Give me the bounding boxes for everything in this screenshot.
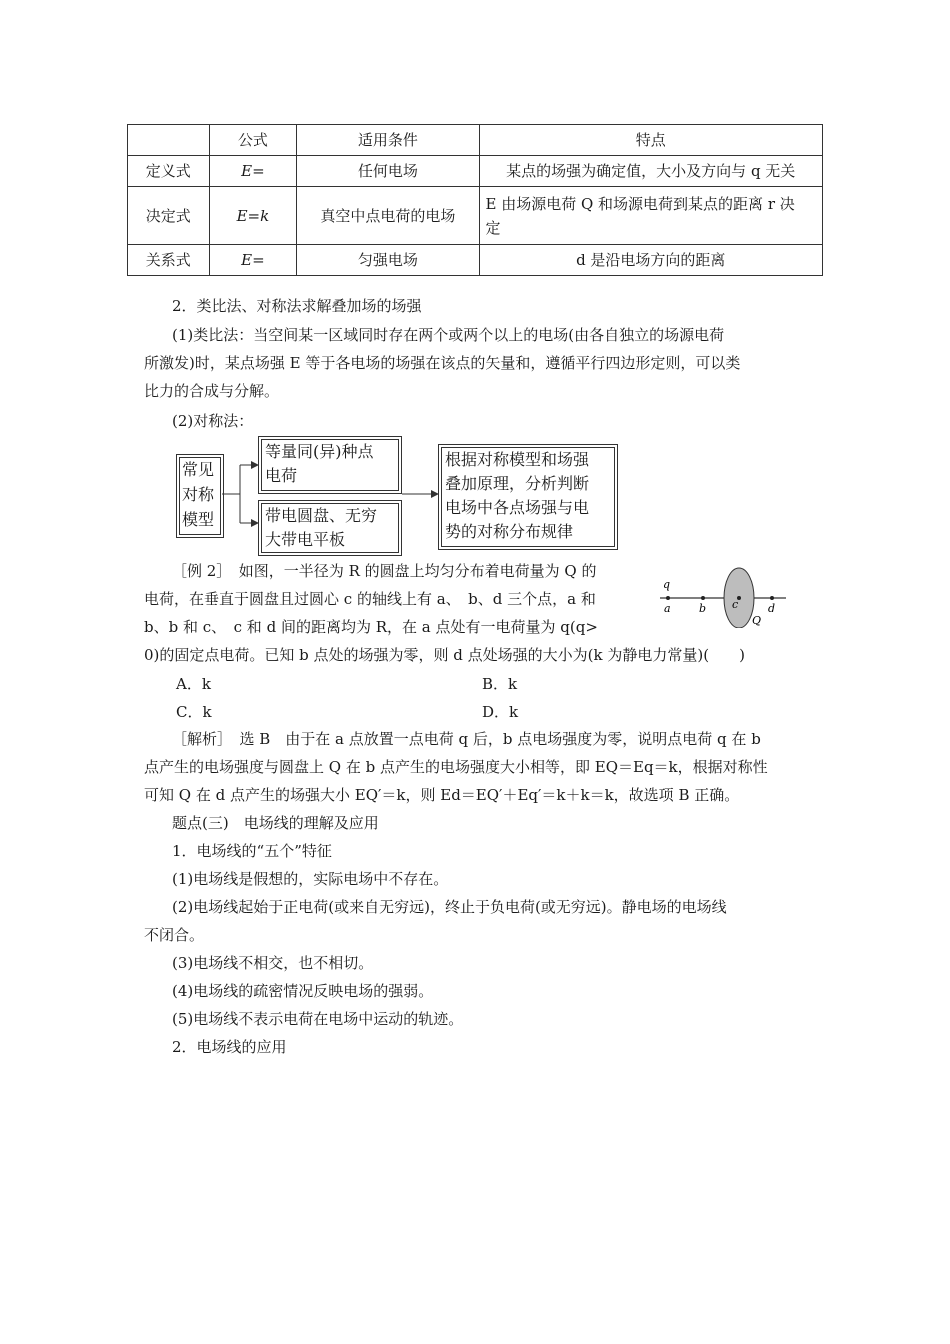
table-header-row	[128, 125, 823, 156]
table-cell: 某点的场强为确定值，大小及方向与 q 无关	[479, 156, 823, 187]
table-cell: 定义式	[128, 156, 210, 187]
table-row	[128, 156, 823, 187]
point-a	[666, 596, 670, 600]
table-header-cell: 适用条件	[297, 125, 479, 156]
option-a: A．k	[176, 675, 211, 693]
label-d: d	[768, 602, 776, 615]
subheading: 1．电场线的“五个”特征	[172, 842, 332, 860]
diagram-right-line: 叠加原理，分析判断	[445, 474, 590, 493]
paragraph-line: (1)类比法：当空间某一区域同时存在两个或两个以上的电场(由各自独立的场源电荷	[172, 326, 725, 344]
label-a: a	[664, 602, 671, 615]
point-d	[770, 596, 774, 600]
formula-text: E=	[241, 162, 265, 180]
analysis-line: 点产生的电场强度与圆盘上 Q 在 b 点产生的电场强度大小相等，即 EQ＝Eq＝k，根据对称性	[144, 758, 768, 776]
diagram-top-box	[258, 436, 402, 494]
option-c: C．k	[176, 703, 212, 721]
list-item: (1)电场线是假想的，实际电场中不存在。	[172, 870, 449, 888]
label-c: c	[732, 598, 739, 611]
diagram-left-line: 常见	[182, 460, 215, 479]
topic-title: 题点(三) 电场线的理解及应用	[172, 814, 379, 832]
table-header-cell	[128, 125, 210, 156]
diagram-right-line: 势的对称分布规律	[445, 522, 574, 541]
paragraph-line: (2)对称法：	[172, 412, 254, 430]
formula-table	[127, 124, 823, 276]
diagram-top-line: 电荷	[265, 466, 298, 485]
list-item: (4)电场线的疏密情况反映电场的强弱。	[172, 982, 434, 1000]
diagram-bottom-box	[258, 500, 402, 556]
table-cell: 匀强电场	[297, 245, 479, 276]
list-item: (5)电场线不表示电荷在电场中运动的轨迹。	[172, 1010, 464, 1028]
table-cell: 任何电场	[297, 156, 479, 187]
label-q: q	[663, 578, 671, 591]
paragraph-line: 所激发)时，某点场强 E 等于各电场的场强在该点的矢量和，遵循平行四边形定则，可以类	[144, 354, 741, 372]
paragraph-line: 比力的合成与分解。	[144, 382, 280, 400]
example-line: 电荷，在垂直于圆盘且过圆心 c 的轴线上有 a、 b、d 三个点，a 和	[144, 590, 596, 608]
table-cell: d 是沿电场方向的距离	[479, 245, 823, 276]
table-cell: 决定式	[128, 187, 210, 245]
diagram-bottom-line: 带电圆盘、无穷	[265, 506, 378, 525]
feature-line: 定	[485, 218, 501, 237]
subheading: 2．电场线的应用	[172, 1038, 287, 1056]
table-cell: 真空中点电荷的电场	[297, 187, 479, 245]
option-b: B．k	[482, 675, 518, 693]
label-Q: Q	[752, 614, 762, 627]
table-row	[128, 245, 823, 276]
table-header-cell: 特点	[479, 125, 823, 156]
analysis-line: ［解析］ 选 B 由于在 a 点放置一点电荷 q 后，b 点电场强度为零，说明点电荷 q 在 b	[172, 730, 761, 748]
diagram-bottom-line: 大带电平板	[265, 530, 346, 549]
analysis-line: 可知 Q 在 d 点产生的场强大小 EQ′＝k，则 Ed＝EQ′＋Eq′＝k＋k＝k，故选项 B 正确。	[144, 786, 740, 804]
list-item: 不闭合。	[144, 926, 205, 944]
table-cell: 关系式	[128, 245, 210, 276]
diagram-right-line: 根据对称模型和场强	[445, 450, 590, 469]
table-cell	[209, 187, 297, 245]
example-line: 0)的固定点电荷。已知 b 点处的场强为零，则 d 点处场强的大小为(k 为静电力常量)( )	[144, 646, 745, 664]
example-line: b、b 和 c、 c 和 d 间的距离均为 R，在 a 点处有一电荷量为 q(q>	[144, 618, 598, 636]
diagram-left-line: 对称	[182, 485, 215, 504]
option-d: D．k	[482, 703, 519, 721]
table-cell	[479, 187, 823, 245]
table-cell	[209, 156, 297, 187]
label-b: b	[699, 602, 707, 615]
table-cell	[209, 245, 297, 276]
list-item: (2)电场线起始于正电荷(或来自无穷远)，终止于负电荷(或无穷远)。静电场的电场线	[172, 898, 727, 916]
diagram-right-box	[438, 444, 618, 550]
example-line: ［例 2］ 如图，一半径为 R 的圆盘上均匀分布着电荷量为 Q 的	[172, 562, 597, 580]
diagram-top-line: 等量同(异)种点	[265, 442, 374, 461]
point-b	[701, 596, 705, 600]
formula-text: E=k	[236, 206, 270, 225]
table-header-cell: 公式	[209, 125, 297, 156]
formula-text: E=	[241, 251, 265, 269]
table-row	[128, 187, 823, 245]
diagram-right-line: 电场中各点场强与电	[445, 498, 590, 517]
feature-line: E 由场源电荷 Q 和场源电荷到某点的距离 r 决	[485, 194, 795, 213]
disc-figure	[652, 562, 792, 628]
diagram-left-line: 模型	[182, 510, 215, 529]
diagram-left-box	[176, 454, 224, 538]
section-title: 2．类比法、对称法求解叠加场的场强	[172, 297, 422, 315]
list-item: (3)电场线不相交，也不相切。	[172, 954, 374, 972]
